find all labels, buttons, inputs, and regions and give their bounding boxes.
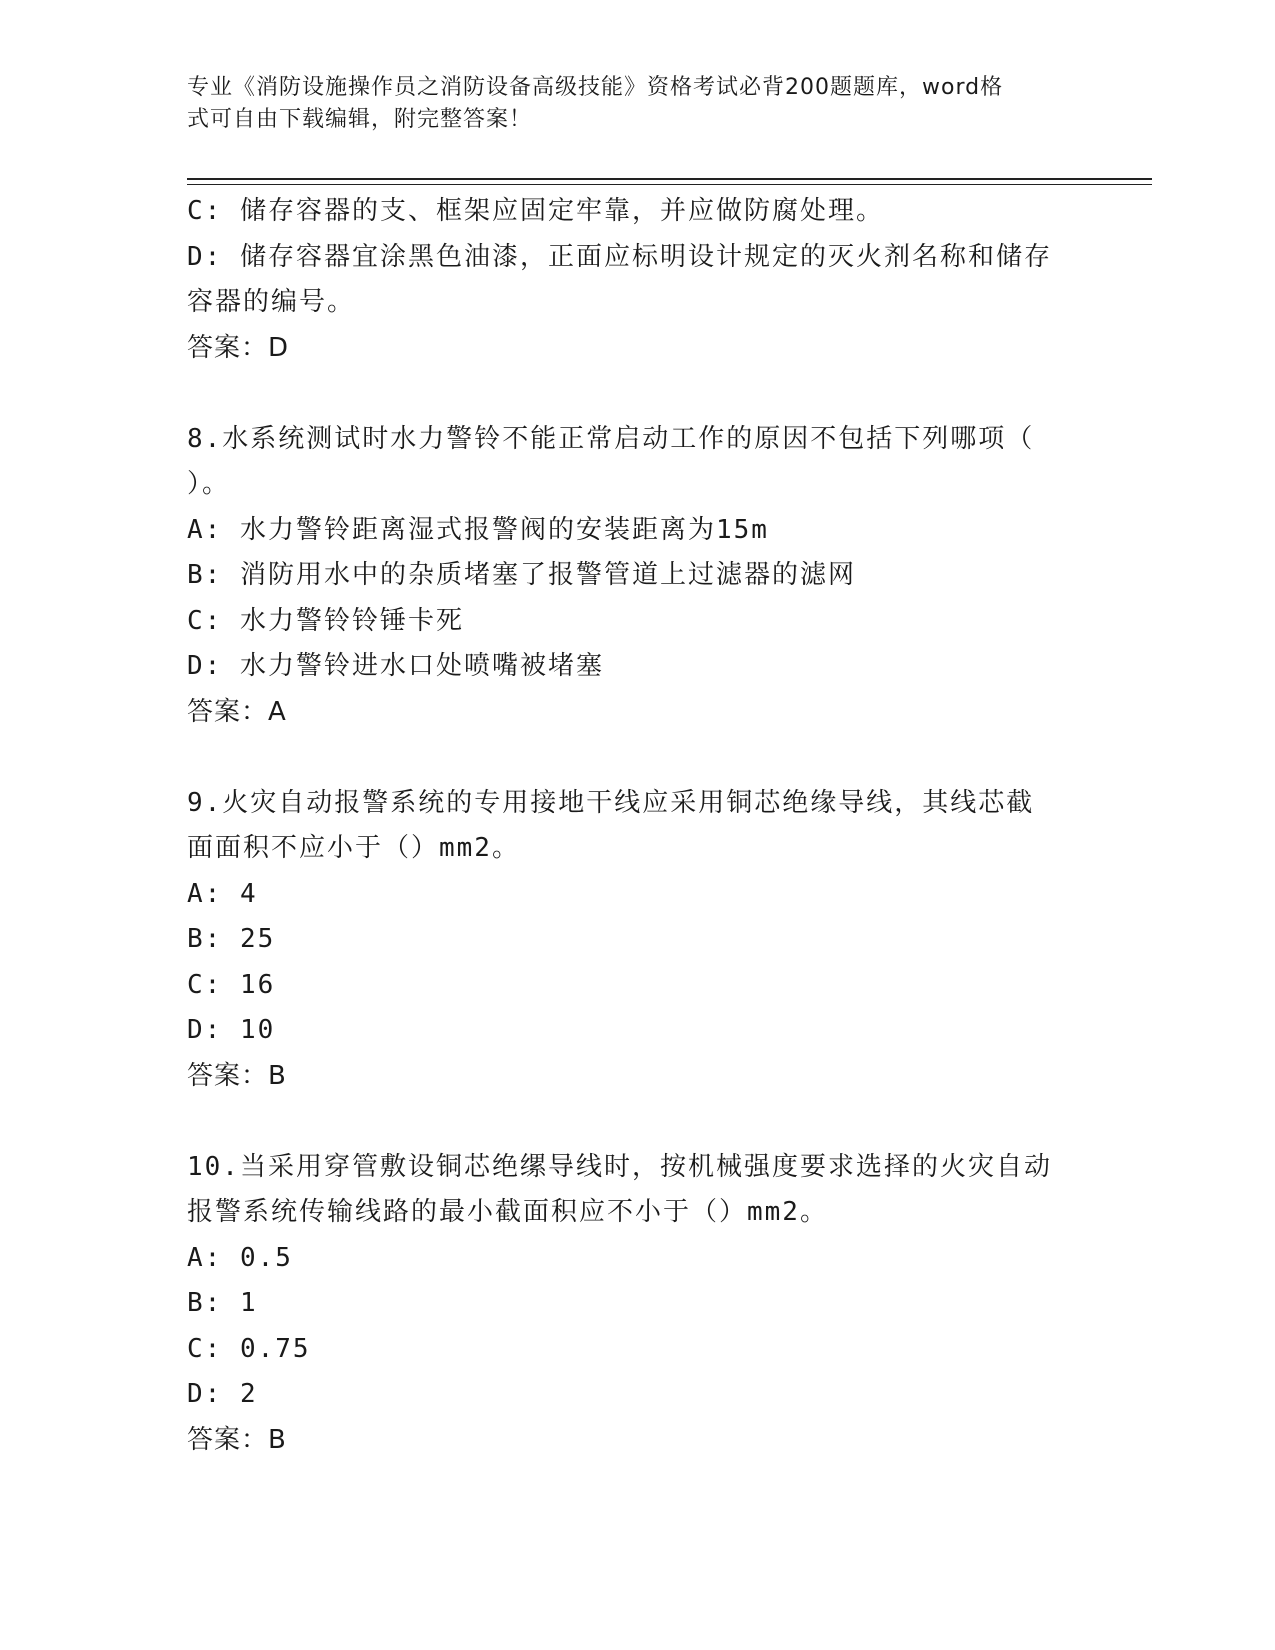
answer: 答案：A — [187, 696, 287, 727]
answer: 答案：B — [187, 1060, 287, 1091]
header-line-1: 专业《消防设施操作员之消防设备高级技能》资格考试必背200题题库，word格 — [187, 75, 1004, 100]
answer: 答案：D — [187, 332, 290, 363]
header-divider-thick — [187, 178, 1152, 180]
option-b: B: 25 — [187, 924, 276, 954]
question-10 — [187, 1145, 1087, 1464]
question-stem-line-2: ）。 — [187, 469, 231, 499]
option-a: A: 4 — [187, 878, 258, 909]
option-b: B: 1 — [187, 1288, 258, 1318]
option-d-line-2: 容器的编号。 — [187, 287, 356, 317]
option-d: D: 2 — [187, 1379, 258, 1409]
option-c: C: 储存容器的支、框架应固定牢靠，并应做防腐处理。 — [187, 196, 884, 226]
question-stem-line-1: 9.火灾自动报警系统的专用接地干线应采用铜芯绝缘导线，其线芯截 — [187, 787, 1035, 818]
question-spacer — [187, 1099, 1087, 1145]
option-c: C: 16 — [187, 969, 276, 1000]
option-b: B: 消防用水中的杂质堵塞了报警管道上过滤器的滤网 — [187, 560, 856, 590]
header-divider-thin — [187, 184, 1152, 185]
question-spacer — [187, 735, 1087, 781]
document-body — [187, 189, 1087, 1463]
option-d-line-1: D: 储存容器宜涂黑色油漆，正面应标明设计规定的灭火剂名称和储存 — [187, 241, 1052, 272]
question-spacer — [187, 371, 1087, 417]
option-a: A: 水力警铃距离湿式报警阀的安装距离为15m — [187, 514, 769, 545]
option-d: D: 水力警铃进水口处喷嘴被堵塞 — [187, 651, 604, 681]
question-9 — [187, 781, 1087, 1100]
question-stem-line-2: 面面积不应小于（）mm2。 — [187, 833, 520, 863]
option-a: A: 0.5 — [187, 1242, 293, 1273]
question-stem-line-1: 10.当采用穿管敷设铜芯绝缧导线时，按机械强度要求选择的火灾自动 — [187, 1151, 1052, 1182]
header-line-2: 式可自由下载编辑，附完整答案！ — [187, 107, 533, 132]
question-8 — [187, 417, 1087, 736]
question-stem-line-1: 8.水系统测试时水力警铃不能正常启动工作的原因不包括下列哪项（ — [187, 423, 1035, 454]
option-c: C: 0.75 — [187, 1333, 311, 1364]
option-d: D: 10 — [187, 1015, 276, 1045]
question-7-continued — [187, 189, 1087, 371]
question-stem-line-2: 报警系统传输线路的最小截面积应不小于（）mm2。 — [187, 1197, 828, 1227]
option-c: C: 水力警铃铃锤卡死 — [187, 605, 464, 636]
document-header — [187, 72, 1067, 136]
answer: 答案：B — [187, 1424, 287, 1455]
